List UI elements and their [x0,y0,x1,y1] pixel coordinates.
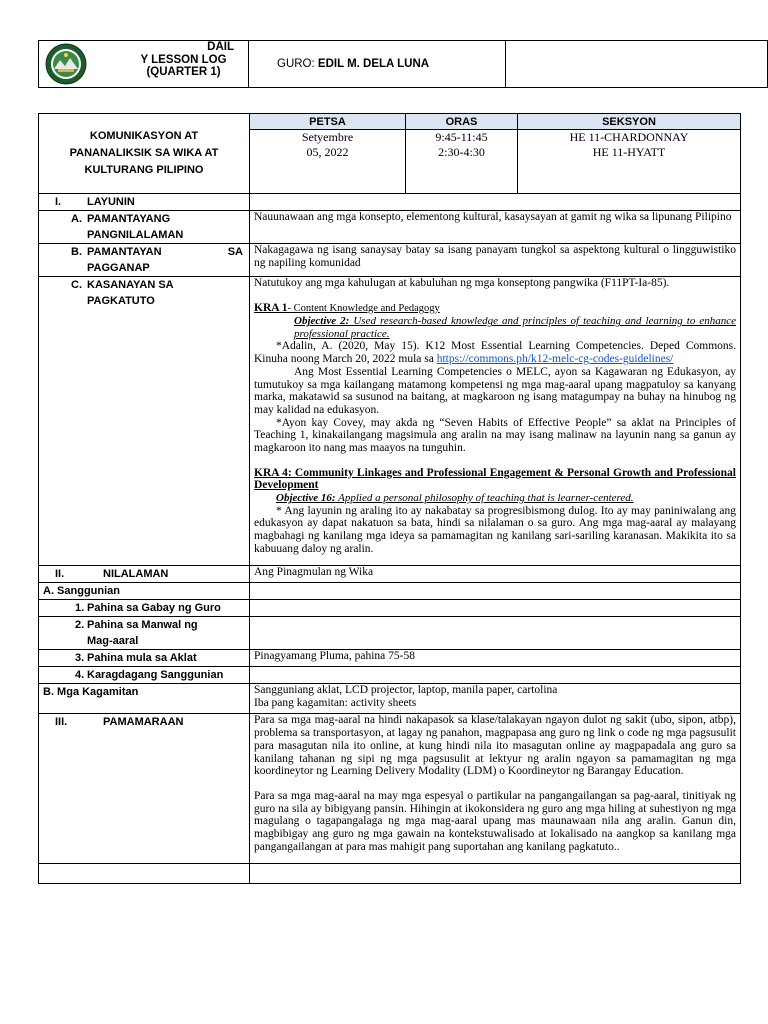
school-seal-icon [45,43,87,85]
layunin-label: I. LAYUNIN [39,194,250,211]
oras-header: ORAS [406,114,518,130]
teacher-cell [249,41,506,88]
pahina-mula-sa-aklat-label: 3. Pahina mula sa Aklat [39,650,250,667]
pamantayan-sa-pagganap-text: Nakagagawa ng isang sanaysay batay sa isang panayam tungkol sa aspektong kultural o lingguwistiko ng napiling komunidad [250,244,741,277]
kra4-heading: KRA 4: Community Linkages and Professional Engagement & Personal Growth and Professional Development [254,466,736,492]
pamantayang-pangnilalaman-text: Nauunawaan ang mga konsepto, elementong kultural, kasaysayan at gamit ng wika sa lipunang Pilipino [250,211,741,244]
nilalaman-label: II. NILALAMAN [39,566,250,583]
lesson-log-title: DAIL Y LESSON LOG (QUARTER 1) [140,41,234,78]
manwal-ng-mag-aaral-text [250,617,741,650]
seksyon-value: HE 11-CHARDONNAY HE 11-HYATT [518,130,741,194]
pamamaraan-text: Para sa mga mag-aaral na hindi nakapasok sa klase/talakayan ngayon dulot ng sakit (ubo, sipon, atbp), problema sa transportasyon, at lagay ng panahon, magpapasa ang guro ng link o code ng mga pagsusulit para masagutan nila ito online, at kung hindi nila ito masagutan online ay magpapadala ang guro sa kanilang tahanan ng sipi ng mga pagsusulit at lektyur ng aralin ngayon sa pamamagitan ng mga koordineytor ng Learning Delivery Modality (LDM) o Koordineytor ng Barangay Education. Para sa mga mag-aaral na may mga espesyal o partikular na pangangailangan sa pag-aaral, tinitiyak ng guro na sila ay bibigyang pansin. Hihingin at ikokonsidera ng guro ang mga hiling at suhestiyon ng mga magulang o tagapangalaga ng mga mag-aaral upang mas maunawaan nila ang aralin. Ganun din, magbibigay ang guro ng mga gawain na kontekstuwalisado at lokalisado na aangkop sa kanilang mga pangangailangan at para mas mahigit pang suportahan ang kanilang pagkatuto.. [250,714,741,864]
karagdagang-sanggunian-text [250,667,741,684]
pamantayan-sa-pagganap-label: B. PAMANTAYAN SA PAGGANAP [39,244,250,277]
layunin-blank [250,194,741,211]
teacher-label: GURO: [277,58,315,70]
mga-kagamitan-text: Sangguniang aklat, LCD projector, laptop, manila paper, cartolina Iba pang kagamitan: activity sheets [250,684,741,714]
header-logo-cell [39,41,249,88]
adalin-citation: *Adalin, A. (2020, May 15). K12 Most Essential Learning Competencies. Deped Commons. Kinuha noong March 20, 2022 mula sa https://commons.ph/k12-melc-cg-codes-guidelines/ [254,340,736,366]
gabay-ng-guro-text [250,600,741,617]
objective-2: Objective 2: Used research-based knowledge and principles of teaching and learning to enhance professional practice. [294,315,736,340]
teacher-name: EDIL M. DELA LUNA [317,58,430,70]
header-blank-cell [506,41,768,88]
kasanayan-sa-pagkatuto-label: C. KASANAYAN SA PAGKATUTO [39,277,250,566]
pahina-mula-sa-aklat-text: Pinagyamang Pluma, pahina 75-58 [250,650,741,667]
last-row-blank [250,864,741,884]
oras-value: 9:45-11:45 2:30-4:30 [406,130,518,194]
lesson-plan-table [38,113,741,884]
petsa-value: Setyembre 05, 2022 [250,130,406,194]
melc-link[interactable]: https://commons.ph/k12-melc-cg-codes-guidelines/ [436,353,674,366]
kasanayan-sa-pagkatuto-text: Natutukoy ang mga kahulugan at kabuluhan ng mga konseptong pangwika (F11PT-Ia-85). KRA 1- Content Knowledge and Pedagogy Objective 2: Used research-based knowledge and principles of teaching and learning to enhance professional practice. *Adalin, A. (2020, May 15). K12 Most Essential Learning Competencies. Deped Commons. Kinuha noong March 20, 2022 mula sa https://commons.ph/k12-melc-cg-codes-guidelines/ Ang Most Essential Learning Competencies o MELC, ayon sa Kagawaran ng Edukasyon, ay tumutukoy sa mga kailangang matamong kompetensi ng mga mag-aaral upang magpatuloy sa kanyang marka, makatawid sa susunod na baitang, at magkaroon ng isang matagumpay na buhay na hinubog ng may kalidad na edukasyon. *Ayon kay Covey, may akda ng “Seven Habits of Effective People” sa aklat na Principles of Teaching 1, kinakailangang magsimula ang aralin na may isang malinaw na layunin nang sa ganun ay magkaroon ito nang mas maayos na tunguhin. KRA 4: Community Linkages and Professional Engagement & Personal Growth and Professional Development Objective 16: Applied a personal philosophy of teaching that is learner-centered. * Ang layunin ng araling ito ay nakabatay sa progresibismong dulog. Ito ay may paniniwalang ang edukasyon ay dapat nakatuon sa bata, hindi sa nilalaman o sa guro. Ang mga mag-aaral ay malayang magbahagi ng kanilang mga ideya sa pamamagitan ng kanilang sari-sariling karanasan. Makikita ito sa kabuuang daloy ng aralin. [250,277,741,566]
sanggunian-blank [250,583,741,600]
pamantayang-pangnilalaman-label: A. PAMANTAYANG PANGNILALAMAN [39,211,250,244]
petsa-header: PETSA [250,114,406,130]
subject-title: KOMUNIKASYON AT PANANALIKSIK SA WIKA AT KULTURANG PILIPINO [39,114,250,194]
karagdagang-sanggunian-label: 4. Karagdagang Sanggunian [39,667,250,684]
header-table [38,40,768,88]
sanggunian-label: A. Sanggunian [39,583,250,600]
seksyon-header: SEKSYON [518,114,741,130]
nilalaman-text: Ang Pinagmulan ng Wika [250,566,741,583]
gabay-ng-guro-label: 1. Pahina sa Gabay ng Guro [39,600,250,617]
mga-kagamitan-label: B. Mga Kagamitan [39,684,250,714]
kra1-heading: KRA 1- Content Knowledge and Pedagogy [254,301,440,314]
pamamaraan-label: III. PAMAMARAAN [39,714,250,864]
manwal-ng-mag-aaral-label: 2. Pahina sa Manwal ng Mag-aaral [39,617,250,650]
objective-16: Objective 16: Applied a personal philosophy of teaching that is learner-centered. [276,492,634,505]
last-row-label [39,864,250,884]
